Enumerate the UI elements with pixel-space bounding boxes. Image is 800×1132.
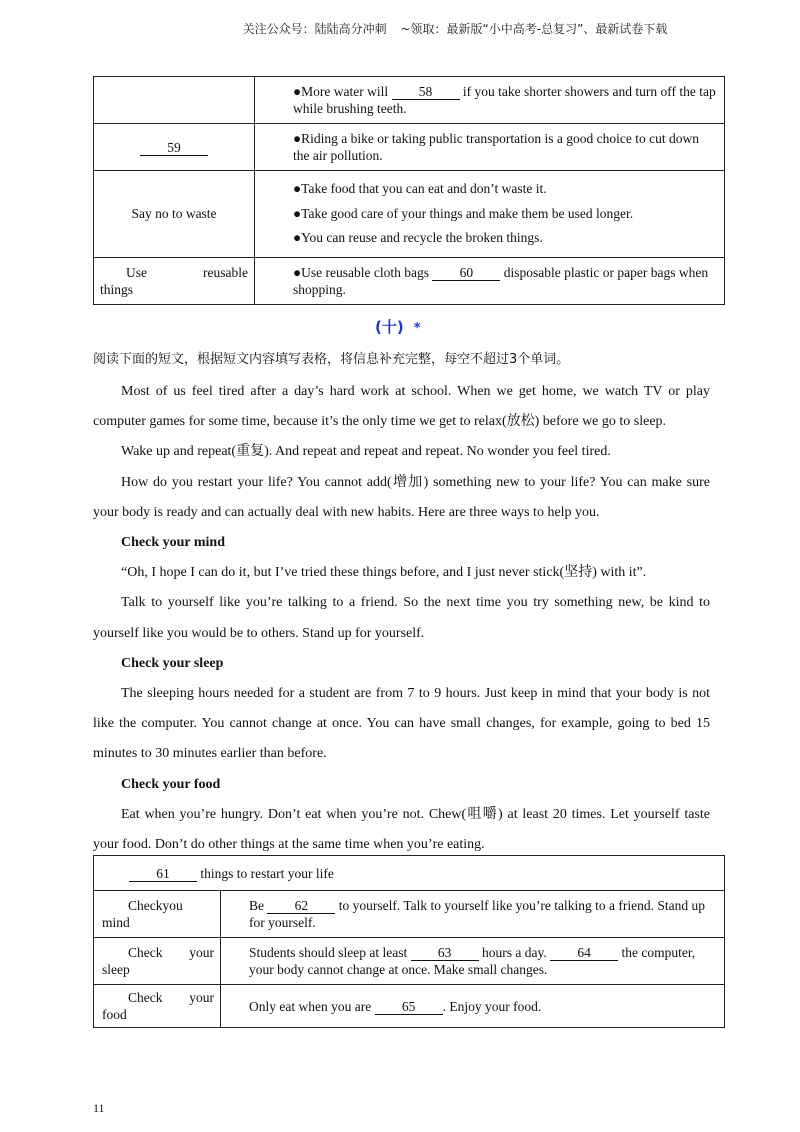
blank-59[interactable]: 59 — [140, 141, 208, 156]
table-row — [94, 856, 725, 891]
table-row — [94, 171, 725, 258]
star-icon: * — [413, 321, 421, 336]
page-header — [0, 20, 800, 37]
table-row — [94, 891, 725, 938]
blank-62[interactable]: 62 — [267, 899, 335, 914]
passage-heading: Check your mind — [121, 535, 225, 551]
blank-60[interactable]: 60 — [432, 266, 500, 281]
header-right-text: ~领取：最新版“小中高考-总复习”、最新试卷下载 — [400, 22, 668, 36]
passage-paragraph: Talk to yourself like you’re talking to a friend. So the next time you try something new, be kind to yourself like you would be to others. Stand up for yourself. — [93, 595, 710, 641]
table-title-cell: 61 things to restart your life — [94, 856, 725, 891]
table-cell-content: ●Use reusable cloth bags 60 disposable plastic or paper bags when shopping. — [255, 257, 725, 304]
table-row — [94, 257, 725, 304]
passage-paragraph: Most of us feel tired after a day’s hard work at school. When we get home, we watch TV or play computer games for some time, because it’s the only time we get to relax(放松) before we go to sleep. — [93, 384, 710, 430]
instructions: 阅读下面的短文，根据短文内容填写表格，将信息补充完整，每空不超过3个单词。 — [93, 352, 570, 367]
header-left-text: 关注公众号：陆陆高分冲刺 — [242, 22, 387, 36]
blank-65[interactable]: 65 — [375, 1000, 443, 1015]
table-cell-content: ●Take food that you can eat and don’t waste it. ●Take good care of your things and make them be used longer. ●You can reuse and recycle the broken things. — [255, 171, 725, 258]
table-row — [94, 77, 725, 124]
table-row — [94, 985, 725, 1028]
blank-61[interactable]: 61 — [129, 867, 197, 882]
table-cell-label: Checkyou mind — [94, 891, 221, 938]
table-cell-label: Check your sleep — [94, 938, 221, 985]
table-cell-label — [94, 77, 255, 124]
table-cell-content: Only eat when you are 65 . Enjoy your food. — [221, 985, 725, 1028]
page-number: 11 — [93, 1101, 105, 1115]
blank-58[interactable]: 58 — [392, 85, 460, 100]
table-cell-content: Be 62 to yourself. Talk to yourself like you’re talking to a friend. Stand up for yourself. — [221, 891, 725, 938]
table-row — [94, 938, 725, 985]
section-number: (十) * — [375, 318, 421, 336]
blank-64[interactable]: 64 — [550, 946, 618, 961]
table-cell-label: Check your food — [94, 985, 221, 1028]
summary-table-1 — [93, 76, 725, 305]
reading-passage — [93, 377, 710, 860]
passage-heading: Check your food — [121, 776, 221, 792]
table-cell-content: ●More water will 58 if you take shorter showers and turn off the tap while brushing teeth. — [255, 77, 725, 124]
blank-63[interactable]: 63 — [411, 946, 479, 961]
passage-paragraph: How do you restart your life? You cannot add(增加) something new to your life? You can make sure your body is ready and can actually deal with new habits. Here are three ways to help you. — [93, 474, 710, 520]
summary-table-2 — [93, 855, 725, 1028]
table-cell-content: Students should sleep at least 63 hours a day. 64 the computer, your body cannot change at once. Make small changes. — [221, 938, 725, 985]
table-cell-label: Use reusable things — [94, 257, 255, 304]
passage-paragraph: Wake up and repeat(重复). And repeat and repeat and repeat. No wonder you feel tired. — [121, 444, 611, 460]
table-cell-content: ●Riding a bike or taking public transportation is a good choice to cut down the air pollution. — [255, 124, 725, 171]
passage-paragraph: Eat when you’re hungry. Don’t eat when you’re not. Chew(咀嚼) at least 20 times. Let yourself taste your food. Don’t do other things at the same time when you’re eating. — [93, 806, 710, 853]
passage-paragraph: The sleeping hours needed for a student are from 7 to 9 hours. Just keep in mind that your body is not like the computer. You cannot change at once. You can have small changes, for example, going to bed 15 minutes to 30 minutes earlier than before. — [93, 686, 710, 762]
table-row — [94, 124, 725, 171]
passage-paragraph: “Oh, I hope I can do it, but I’ve tried these things before, and I just never stick(坚持) with it”. — [121, 565, 647, 581]
table-cell-label: Say no to waste — [94, 171, 255, 258]
passage-heading: Check your sleep — [121, 655, 224, 671]
table-cell-label — [94, 124, 255, 171]
